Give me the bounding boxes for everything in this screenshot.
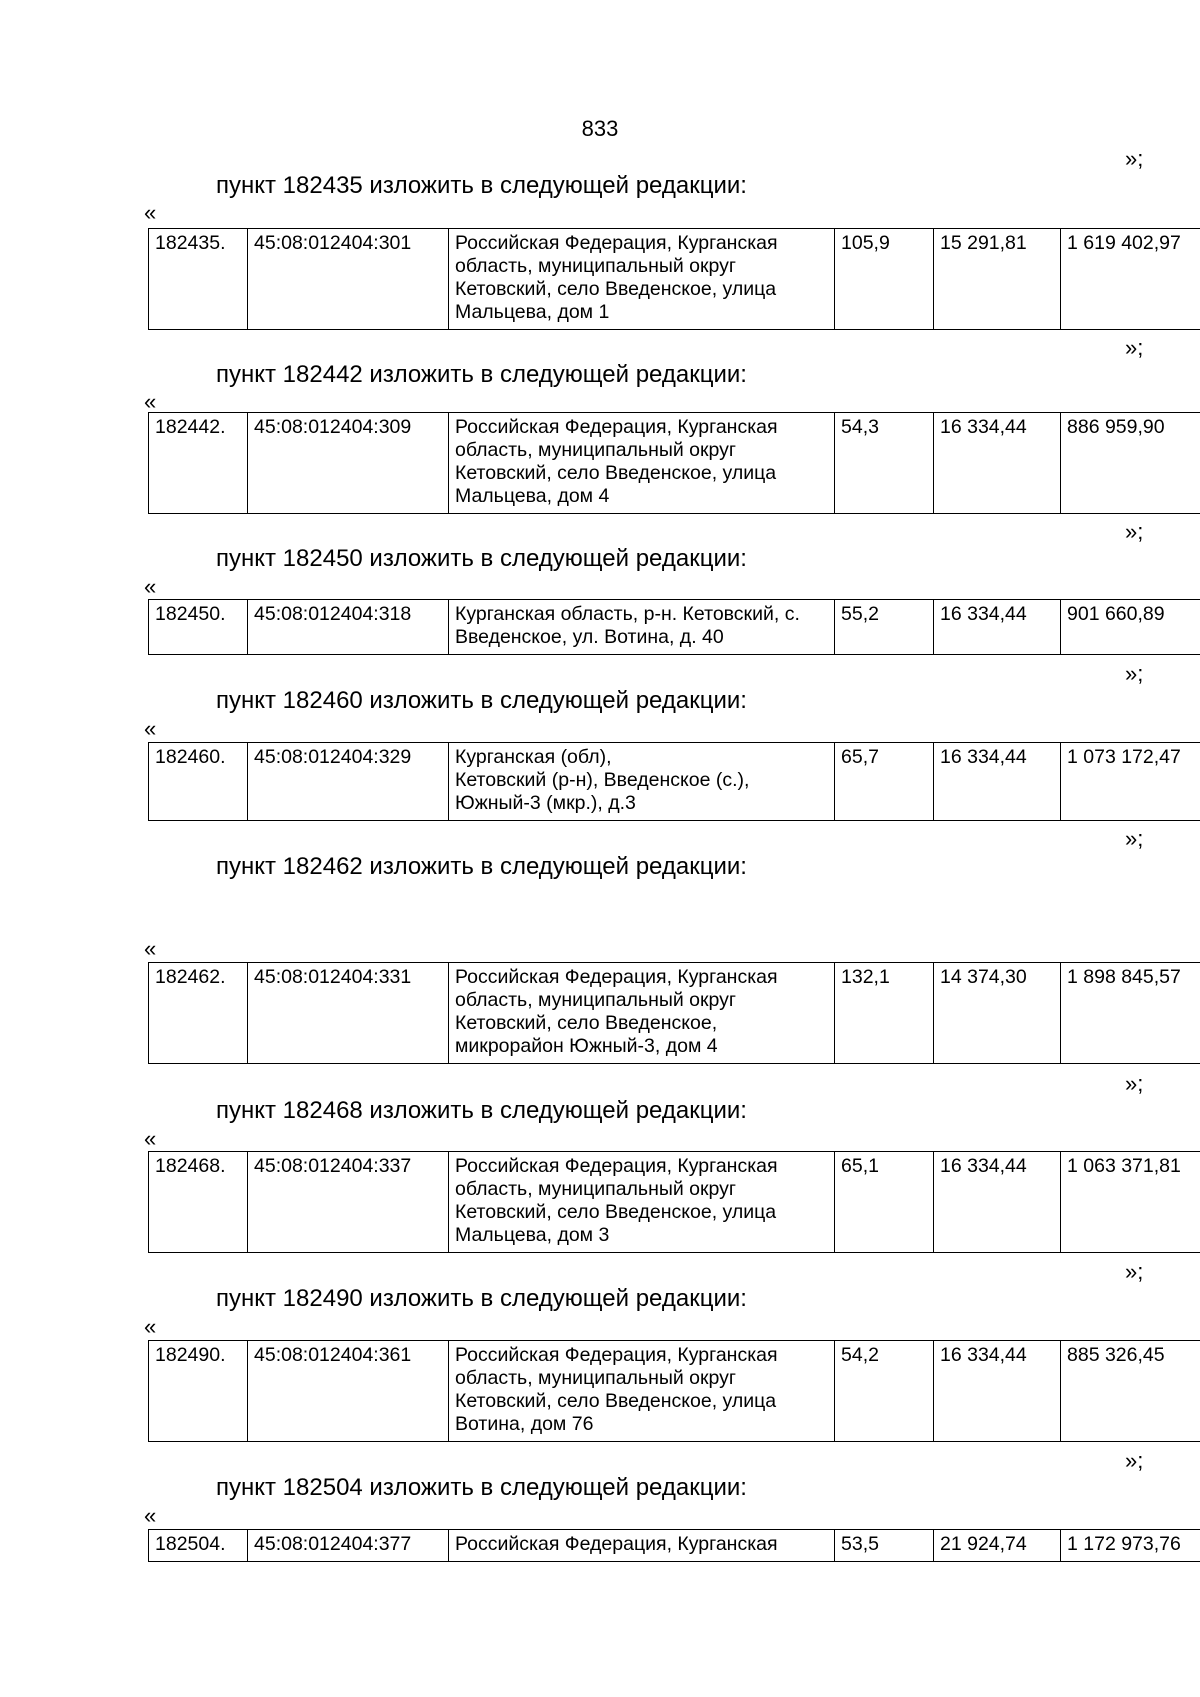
cadastral-number-cell: 45:08:012404:329 bbox=[248, 743, 449, 821]
address-line: область, муниципальный округ bbox=[455, 1367, 737, 1389]
cadastral-number-cell: 45:08:012404:337 bbox=[248, 1152, 449, 1253]
address-line: Российская Федерация, Курганская bbox=[455, 232, 778, 254]
closing-quote: »; bbox=[1125, 146, 1144, 171]
cadastral-number-cell: 45:08:012404:318 bbox=[248, 600, 449, 655]
address-line: Кетовский, село Введенское, улица bbox=[455, 1201, 777, 1223]
area-cell: 54,3 bbox=[835, 413, 934, 514]
closing-quote: »; bbox=[1125, 661, 1144, 686]
opening-quote: « bbox=[144, 936, 157, 961]
address-line: Мальцева, дом 1 bbox=[455, 301, 610, 323]
address-line: Введенское, ул. Вотина, д. 40 bbox=[455, 626, 724, 648]
property-table bbox=[148, 962, 1200, 1064]
closing-quote: »; bbox=[1125, 1071, 1144, 1096]
price-cell: 15 291,81 bbox=[934, 229, 1061, 330]
area-cell: 55,2 bbox=[835, 600, 934, 655]
table-row bbox=[149, 229, 1200, 330]
price-cell: 16 334,44 bbox=[934, 1341, 1061, 1442]
total-cell: 1 063 371,81 bbox=[1061, 1152, 1200, 1253]
amendment-instruction: пункт 182504 изложить в следующей редакции: bbox=[216, 1474, 747, 1501]
address-line: Кетовский, село Введенское, улица bbox=[455, 278, 777, 300]
amendment-instruction: пункт 182490 изложить в следующей редакции: bbox=[216, 1285, 747, 1312]
cadastral-number-cell: 45:08:012404:301 bbox=[248, 229, 449, 330]
opening-quote: « bbox=[144, 1503, 157, 1528]
price-cell: 14 374,30 bbox=[934, 963, 1061, 1064]
address-line: микрорайон Южный-3, дом 4 bbox=[455, 1035, 718, 1057]
opening-quote: « bbox=[144, 389, 157, 414]
address-cell bbox=[449, 229, 835, 330]
address-line: Кетовский, село Введенское, bbox=[455, 1012, 718, 1034]
address-cell bbox=[449, 413, 835, 514]
item-number-cell: 182468. bbox=[149, 1152, 248, 1253]
cadastral-number-cell: 45:08:012404:309 bbox=[248, 413, 449, 514]
property-table bbox=[148, 1151, 1200, 1253]
cadastral-number-cell: 45:08:012404:361 bbox=[248, 1341, 449, 1442]
price-cell: 16 334,44 bbox=[934, 413, 1061, 514]
page-number: 833 bbox=[581, 116, 619, 141]
area-cell: 65,7 bbox=[835, 743, 934, 821]
item-number-cell: 182504. bbox=[149, 1530, 248, 1562]
area-cell: 54,2 bbox=[835, 1341, 934, 1442]
area-cell: 105,9 bbox=[835, 229, 934, 330]
address-line: Российская Федерация, Курганская bbox=[455, 966, 778, 988]
address-line: область, муниципальный округ bbox=[455, 1178, 737, 1200]
total-cell: 886 959,90 bbox=[1061, 413, 1200, 514]
amendment-instruction: пункт 182435 изложить в следующей редакции: bbox=[216, 172, 747, 199]
closing-quote: »; bbox=[1125, 1448, 1144, 1473]
amendment-instruction: пункт 182450 изложить в следующей редакции: bbox=[216, 545, 747, 572]
item-number-cell: 182450. bbox=[149, 600, 248, 655]
item-number-cell: 182460. bbox=[149, 743, 248, 821]
closing-quote: »; bbox=[1125, 519, 1144, 544]
cadastral-number-cell: 45:08:012404:377 bbox=[248, 1530, 449, 1562]
address-line: Кетовский (р-н), Введенское (с.), bbox=[455, 769, 750, 791]
address-cell bbox=[449, 963, 835, 1064]
amendment-instruction: пункт 182468 изложить в следующей редакции: bbox=[216, 1097, 747, 1124]
total-cell: 901 660,89 bbox=[1061, 600, 1200, 655]
opening-quote: « bbox=[144, 716, 157, 741]
table-row bbox=[149, 1152, 1200, 1253]
table-row bbox=[149, 1530, 1200, 1562]
closing-quote: »; bbox=[1125, 826, 1144, 851]
address-line: Российская Федерация, Курганская bbox=[455, 1533, 778, 1555]
closing-quote: »; bbox=[1125, 1259, 1144, 1284]
item-number-cell: 182442. bbox=[149, 413, 248, 514]
address-cell bbox=[449, 1152, 835, 1253]
opening-quote: « bbox=[144, 574, 157, 599]
amendment-instruction: пункт 182442 изложить в следующей редакции: bbox=[216, 361, 747, 388]
total-cell: 1 898 845,57 bbox=[1061, 963, 1200, 1064]
property-table bbox=[148, 742, 1200, 821]
property-table bbox=[148, 228, 1200, 330]
closing-quote: »; bbox=[1125, 335, 1144, 360]
address-line: Мальцева, дом 4 bbox=[455, 485, 610, 507]
address-line: область, муниципальный округ bbox=[455, 439, 737, 461]
cadastral-number-cell: 45:08:012404:331 bbox=[248, 963, 449, 1064]
table-row bbox=[149, 743, 1200, 821]
item-number-cell: 182490. bbox=[149, 1341, 248, 1442]
area-cell: 53,5 bbox=[835, 1530, 934, 1562]
total-cell: 885 326,45 bbox=[1061, 1341, 1200, 1442]
total-cell: 1 073 172,47 bbox=[1061, 743, 1200, 821]
property-table bbox=[148, 412, 1200, 514]
address-cell bbox=[449, 743, 835, 821]
address-line: Российская Федерация, Курганская bbox=[455, 416, 778, 438]
address-cell bbox=[449, 600, 835, 655]
area-cell: 65,1 bbox=[835, 1152, 934, 1253]
table-row bbox=[149, 600, 1200, 655]
address-line: Мальцева, дом 3 bbox=[455, 1224, 610, 1246]
address-line: Российская Федерация, Курганская bbox=[455, 1344, 778, 1366]
address-line: Курганская (обл), bbox=[455, 746, 612, 768]
address-cell bbox=[449, 1530, 835, 1562]
price-cell: 16 334,44 bbox=[934, 600, 1061, 655]
address-cell bbox=[449, 1341, 835, 1442]
table-row bbox=[149, 963, 1200, 1064]
address-line: Вотина, дом 76 bbox=[455, 1413, 594, 1435]
item-number-cell: 182435. bbox=[149, 229, 248, 330]
address-line: область, муниципальный округ bbox=[455, 255, 737, 277]
table-row bbox=[149, 1341, 1200, 1442]
price-cell: 16 334,44 bbox=[934, 1152, 1061, 1253]
price-cell: 21 924,74 bbox=[934, 1530, 1061, 1562]
property-table bbox=[148, 1340, 1200, 1442]
opening-quote: « bbox=[144, 1126, 157, 1151]
table-row bbox=[149, 413, 1200, 514]
price-cell: 16 334,44 bbox=[934, 743, 1061, 821]
total-cell: 1 172 973,76 bbox=[1061, 1530, 1200, 1562]
amendment-instruction: пункт 182462 изложить в следующей редакции: bbox=[216, 853, 747, 880]
address-line: Кетовский, село Введенское, улица bbox=[455, 462, 777, 484]
opening-quote: « bbox=[144, 200, 157, 225]
property-table bbox=[148, 1529, 1200, 1562]
address-line: Российская Федерация, Курганская bbox=[455, 1155, 778, 1177]
address-line: область, муниципальный округ bbox=[455, 989, 737, 1011]
address-line: Кетовский, село Введенское, улица bbox=[455, 1390, 777, 1412]
amendment-instruction: пункт 182460 изложить в следующей редакции: bbox=[216, 687, 747, 714]
total-cell: 1 619 402,97 bbox=[1061, 229, 1200, 330]
item-number-cell: 182462. bbox=[149, 963, 248, 1064]
area-cell: 132,1 bbox=[835, 963, 934, 1064]
property-table bbox=[148, 599, 1200, 655]
opening-quote: « bbox=[144, 1314, 157, 1339]
address-line: Южный-3 (мкр.), д.3 bbox=[455, 792, 636, 814]
address-line: Курганская область, р-н. Кетовский, с. bbox=[455, 603, 800, 625]
